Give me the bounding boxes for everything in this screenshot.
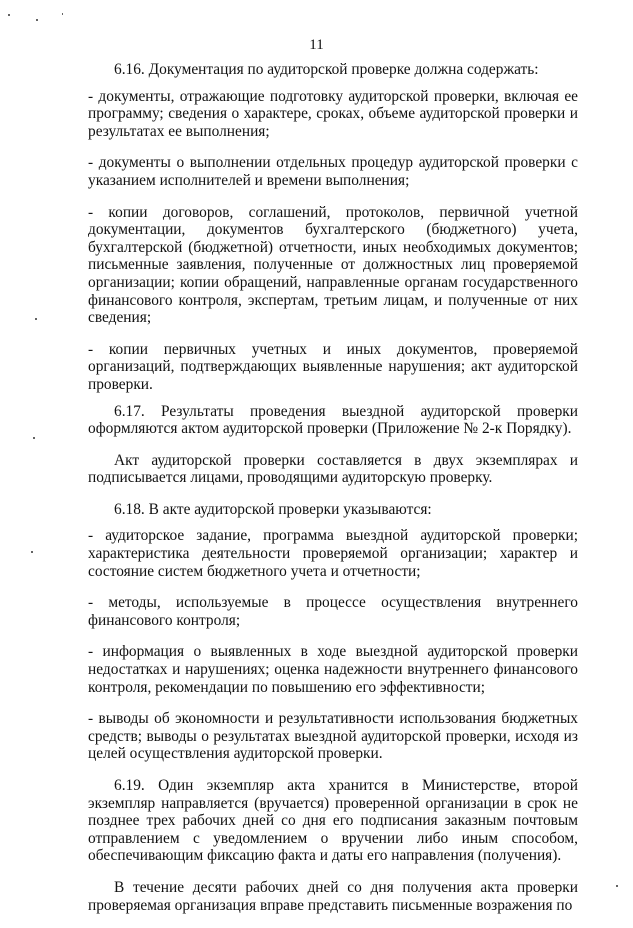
list-item-primary-documents: - копии первичных учетных и иных документов, проверяемой организаций, подтверждающих выявленные нарушения; акт аудиторской проверки. <box>88 340 578 393</box>
scan-speck <box>33 437 35 439</box>
paragraph-6-17: 6.17. Результаты проведения выездной аудиторской проверки оформляются актом аудиторской проверки (Приложение № 2-к Порядку). <box>88 402 578 438</box>
list-item-conclusions: - выводы об экономности и результативности использования бюджетных средств; выводы о результатах выездной аудиторской проверки, исходя из целей осуществления аудиторской проверки. <box>88 710 578 763</box>
scan-speck <box>616 885 618 887</box>
paragraph-6-16-heading: 6.16. Документация по аудиторской проверке должна содержать: <box>114 61 539 78</box>
paragraph-objections: В течение десяти рабочих дней со дня получения акта проверки проверяемая организация вправе представить письменные возражения по <box>88 878 578 914</box>
list-item-findings: - информация о выявленных в ходе выездной аудиторской проверки недостатках и нарушениях; оценка надежности внутреннего финансового контроля, рекомендации по повышению его эффективности; <box>88 643 578 696</box>
list-item-procedure-docs: - документы о выполнении отдельных процедур аудиторской проверки с указанием исполнителей и времени выполнения; <box>88 154 578 189</box>
scan-speck <box>36 19 38 21</box>
scan-speck <box>31 551 33 553</box>
list-item-preparation-docs: - документы, отражающие подготовку аудиторской проверки, включая ее программу; сведения о характере, сроках, объеме аудиторской проверки и результатах ее выполнения; <box>88 87 578 140</box>
list-item-methods: - методы, используемые в процессе осуществления внутреннего финансового контроля; <box>88 594 578 629</box>
page-number: 11 <box>309 37 324 53</box>
paragraph-6-18-heading: 6.18. В акте аудиторской проверки указываются: <box>114 500 432 518</box>
paragraph-act-copies: Акт аудиторской проверки составляется в двух экземплярах и подписывается лицами, проводящими аудиторскую проверку. <box>88 451 578 487</box>
scan-speck <box>62 13 63 15</box>
paragraph-6-19: 6.19. Один экземпляр акта хранится в Министерстве, второй экземпляр направляется (вручается) проверенной организации в срок не позднее трех рабочих дней со дня его подписания заказным почтовым отправлением с уведомлением о вручении либо иным способом, обеспечивающим фиксацию факта и даты его направления (получения). <box>88 777 578 865</box>
scan-speck <box>35 318 37 320</box>
list-item-copies-of-contracts: - копии договоров, соглашений, протоколов, первичной учетной документации, документов бухгалтерского (бюджетного) учета, бухгалтерской (бюджетной) отчетности, иных необходимых документов; письменные заявления, полученные от должностных лиц проверяемой организации; копии обращений, направленные органам государственного финансового контроля, экспертам, третьим лицам, и полученные от них сведения; <box>88 203 578 327</box>
scan-speck <box>8 14 10 16</box>
list-item-audit-assignment: - аудиторское задание, программа выездной аудиторской проверки; характеристика деятельности проверяемой организации; характер и состояние систем бюджетного учета и отчетности; <box>88 527 578 580</box>
document-body <box>88 61 578 928</box>
